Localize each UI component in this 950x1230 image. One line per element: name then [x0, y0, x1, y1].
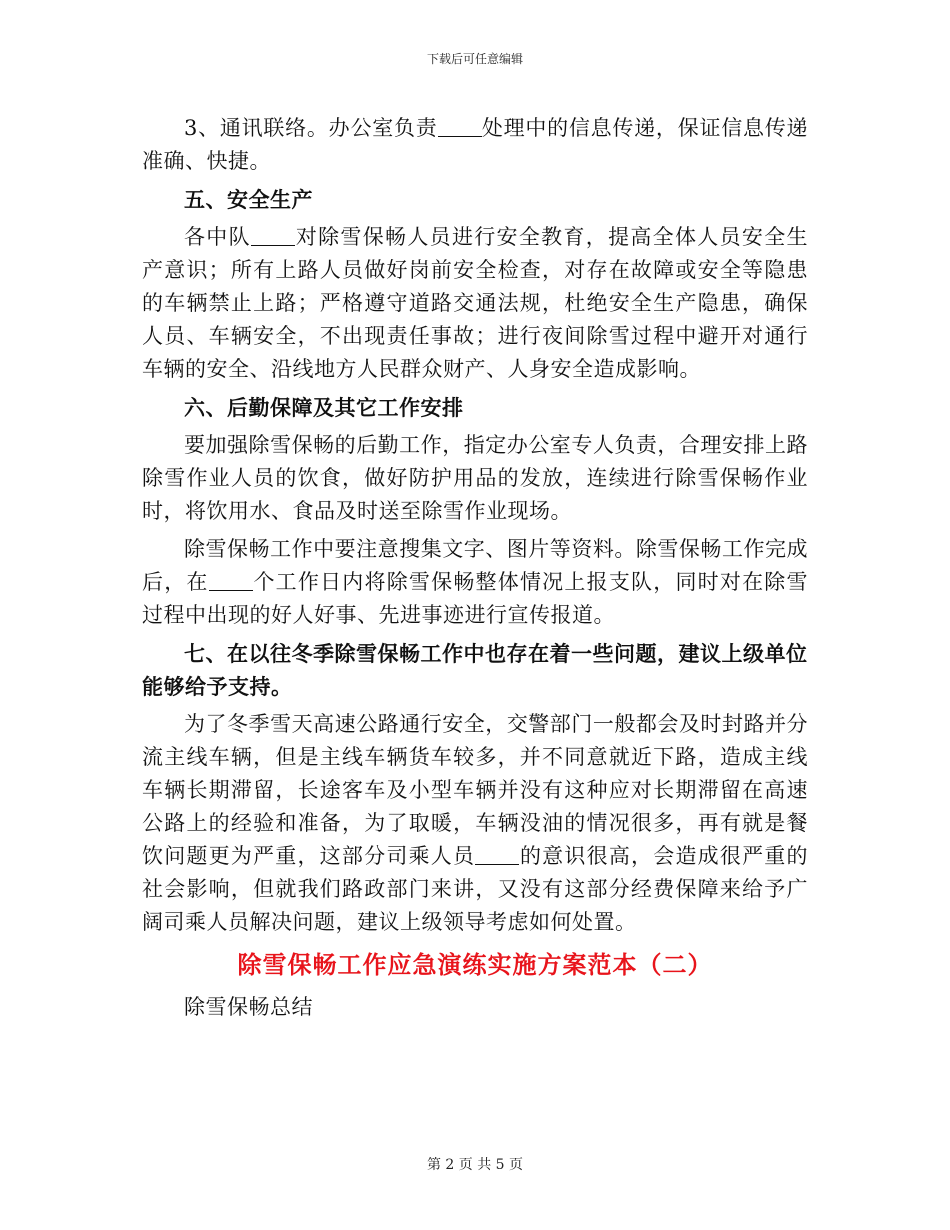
fill-in-blank: [475, 843, 519, 865]
paragraph-materials: 除雪保畅工作中要注意搜集文字、图片等资料。除雪保畅工作完成后，在 个工作日内将除雪保畅整体情况上报支队，同时对在除雪过程中出现的好人好事、先进事迹进行宣传报道。: [142, 537, 809, 627]
heading-logistics: 六、后勤保障及其它工作安排: [184, 395, 464, 420]
page-header: 下载后可任意编辑: [426, 52, 523, 66]
heading-safety-production: 五、安全生产: [184, 187, 313, 212]
paragraph-problems: 为了冬季雪天高速公路通行安全，交警部门一般都会及时封路并分流主线车辆，但是主线车辆货车较多，并不同意就近下路，造成主线车辆长期滞留，长途客车及小型车辆并没有这种应对长期滞留在高速公路上的经验和准备，为了取暖，车辆没油的情况很多，再有就是餐饮问题更为严重，这部分司乘人员 的意识很高，会造成很严重的社会影响，但就我们路政部门来讲，又没有这部分经费保障来给予广阔司乘人员解决问题，建议上级领导考虑如何处置。: [142, 712, 809, 934]
fill-in-blank: [209, 569, 253, 591]
fill-in-blank: [251, 224, 295, 246]
page-footer: 第 2 页 共 5 页: [426, 1157, 524, 1173]
paragraph-communication: 3、通讯联络。办公室负责 处理中的信息传递，保证信息传递准确、快捷。: [142, 116, 808, 173]
heading-problems: 七、在以往冬季除雪保畅工作中也存在着一些问题，建议上级单位能够给予支持。: [142, 641, 808, 699]
paragraph-logistics: 要加强除雪保畅的后勤工作，指定办公室专人负责，合理安排上路除雪作业人员的饮食，做好防护用品的发放，连续进行除雪保畅作业时，将饮用水、食品及时送至除雪作业现场。: [142, 433, 808, 523]
fill-in-blank: [438, 115, 482, 137]
paragraph-safety: 各中队 对除雪保畅人员进行安全教育，提高全体人员安全生产意识；所有上路人员做好岗前安全检查，对存在故障或安全等隐患的车辆禁止上路；严格遵守道路交通法规，杜绝安全生产隐患，确保人员、车辆安全，不出现责任事故；进行夜间除雪过程中避开对通行车辆的安全、沿线地方人民群众财产、人身安全造成影响。: [142, 225, 809, 381]
paragraph-summary: 除雪保畅总结: [184, 995, 313, 1019]
section-title: 除雪保畅工作应急演练实施方案范本（二）: [237, 950, 713, 979]
document-body: [142, 112, 808, 1024]
